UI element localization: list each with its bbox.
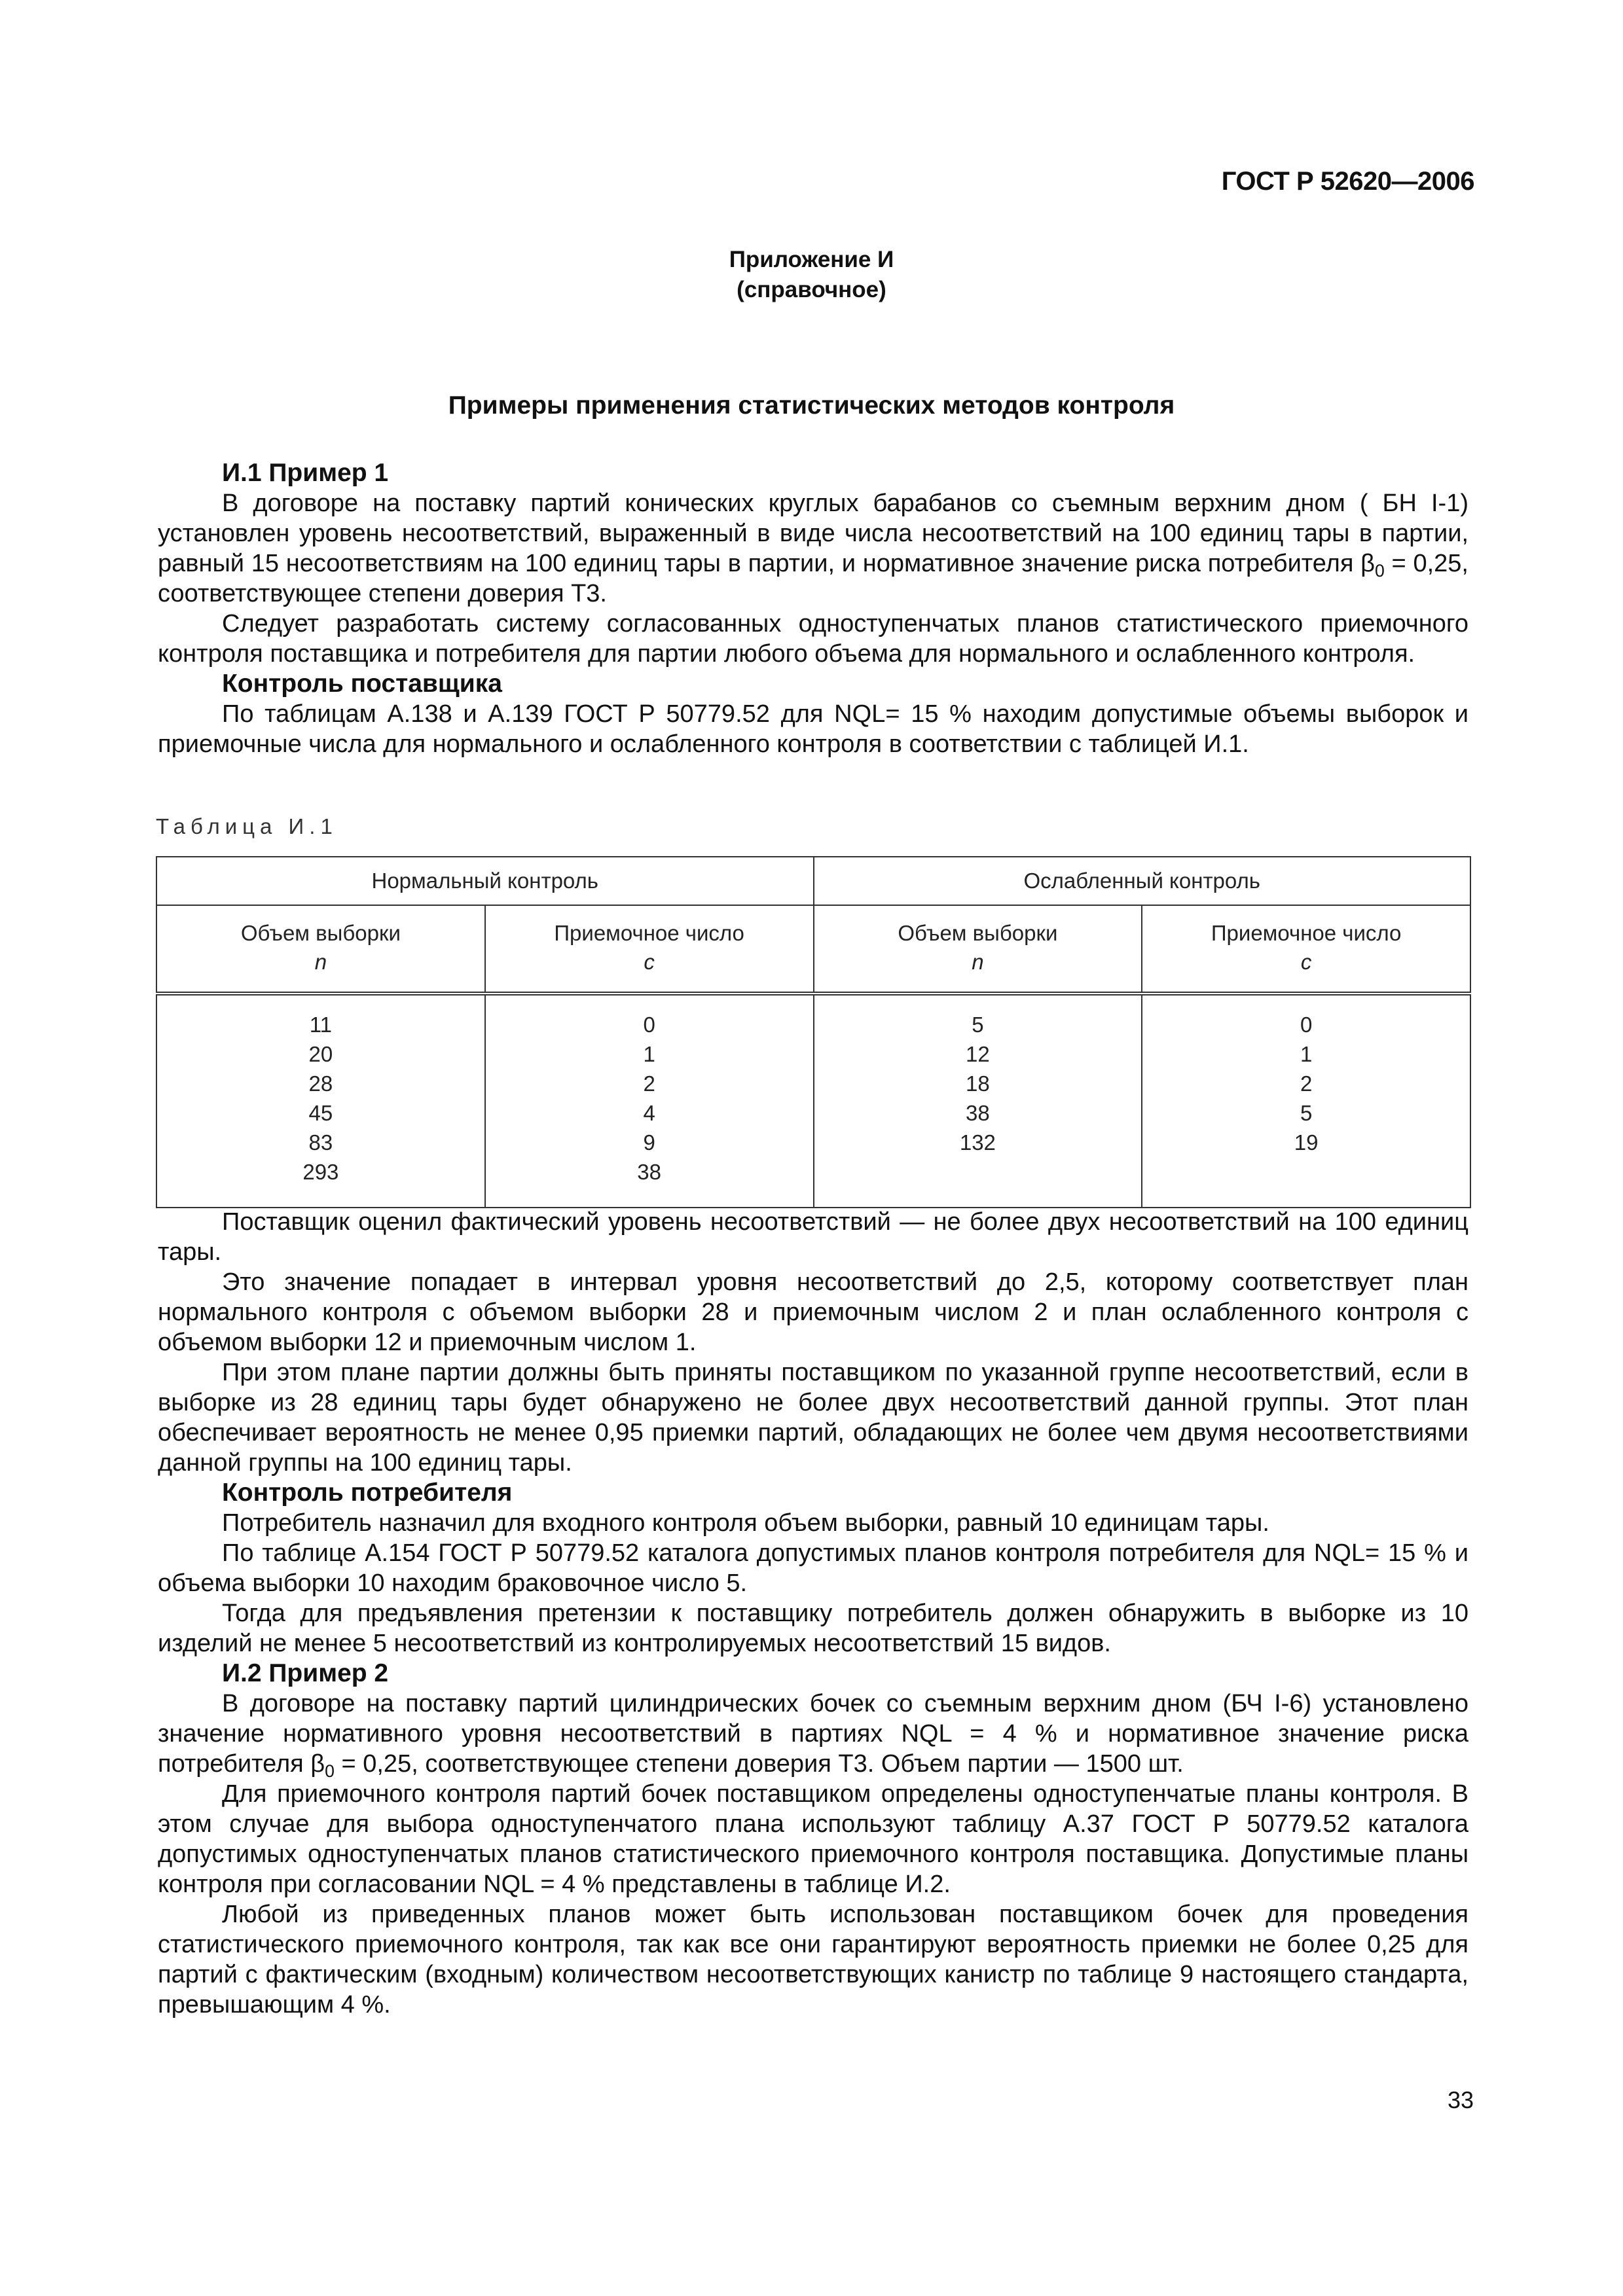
normal-control-header: Нормальный контроль	[156, 857, 814, 905]
column-header: Приемочное число c	[485, 905, 814, 994]
after-table-section	[158, 1207, 1468, 2020]
paragraph: В договоре на поставку партий конических круглых барабанов со съемным верхним дном ( БН I-1) установлен уровень несоответствий, выраженный в виде числа несоответствий на 100 единиц тары в партии, равный 15 несоответствиям на 100 единиц тары в партии, и нормативное значение риска потребителя $\beta_0 = 0,25$, соответствующее степени доверия Т3.	[158, 490, 1468, 607]
appendix-label: Приложение И	[729, 247, 894, 272]
paragraph: При этом плане партии должны быть приняты поставщиком по указанной группе несоответствий, если в выборке из 28 единиц тары будет обнаружено не более двух несоответствий данной группы. Этот план обеспечивает вероятность не менее 0,95 приемки партий, обладающих не более чем двумя несоответствиями данной группы на 100 единиц тары.	[158, 1359, 1468, 1477]
paragraph: Тогда для предъявления претензии к поставщику потребитель должен обнаружить в выборке из 10 изделий не менее 5 несоответствий из контролируемых несоответствий 15 видов.	[158, 1600, 1468, 1657]
paragraph: Следует разработать систему согласованных одноступенчатых планов статистического приемочного контроля поставщика и потребителя для партии любого объема для нормального и ослабленного контроля.	[158, 610, 1468, 668]
normal-sample-values: 11 20 28 45 83 293	[156, 994, 485, 1208]
appendix-heading	[0, 245, 1623, 305]
supplier-control-heading: Контроль поставщика	[222, 670, 502, 698]
paragraph: Поставщик оценил фактический уровень несоответствий — не более двух несоответствий на 100 единиц тары.	[158, 1208, 1468, 1266]
paragraph: По таблице А.154 ГОСТ Р 50779.52 каталога допустимых планов контроля потребителя для NQL= 15 % и объема выборки 10 находим браковочное число 5.	[158, 1539, 1468, 1597]
paragraph: Потребитель назначил для входного контроля объем выборки, равный 10 единицам тары.	[222, 1509, 1269, 1537]
reduced-acceptance-values: 0 1 2 5 19	[1142, 994, 1470, 1208]
column-header: Приемочное число c	[1142, 905, 1470, 994]
sampling-plan-table	[156, 856, 1471, 1208]
example-2-heading: И.2 Пример 2	[222, 1659, 389, 1687]
page-title: Примеры применения статистических методов контроля	[448, 391, 1175, 420]
paragraph: В договоре на поставку партий цилиндрических бочек со съемным верхним дном (БЧ I-6) установлено значение нормативного уровня несоответствий в партиях NQL = 4 % и нормативное значение риска потребителя $\beta_0 = 0,25$, соответствующее степени доверия Т3. Объем партии — 1500 шт.	[158, 1690, 1468, 1781]
paragraph: Для приемочного контроля партий бочек поставщиком определены одноступенчатые планы контроля. В этом случае для выбора одноступенчатого плана используют таблицу А.37 ГОСТ Р 50779.52 каталога допустимых одноступенчатых планов статистического приемочного контроля поставщика. Допустимые планы контроля при согласовании NQL = 4 % представлены в таблице И.2.	[158, 1780, 1468, 1898]
appendix-type: (справочное)	[737, 277, 886, 302]
consumer-control-heading: Контроль потребителя	[222, 1479, 513, 1507]
normal-acceptance-values: 0 1 2 4 9 38	[485, 994, 814, 1208]
example-1-section	[158, 458, 1468, 759]
table-caption: Таблица И.1	[156, 814, 338, 838]
column-header: Объем выборки n	[814, 905, 1142, 994]
reduced-control-header: Ослабленный контроль	[814, 857, 1471, 905]
column-header: Объем выборки n	[156, 905, 485, 994]
standard-code: ГОСТ Р 52620—2006	[1221, 167, 1474, 196]
paragraph: По таблицам А.138 и А.139 ГОСТ Р 50779.52 для NQL= 15 % находим допустимые объемы выборок и приемочные числа для нормального и ослабленного контроля в соответствии с таблицей И.1.	[158, 700, 1468, 758]
paragraph: Это значение попадает в интервал уровня несоответствий до 2,5, которому соответствует план нормального контроля с объемом выборки 28 и приемочным числом 2 и план ослабленного контроля с объемом выборки 12 и приемочным числом 1.	[158, 1268, 1468, 1356]
example-1-heading: И.1 Пример 1	[222, 459, 389, 487]
reduced-sample-values: 5 12 18 38 132	[814, 994, 1142, 1208]
paragraph: Любой из приведенных планов может быть использован поставщиком бочек для проведения статистического приемочного контроля, так как все они гарантируют вероятность приемки не более 0,25 для партий с фактическим (входным) количеством несоответствующих канистр по таблице 9 настоящего стандарта, превышающим 4 %.	[158, 1901, 1468, 2018]
page-number: 33	[1447, 2087, 1474, 2113]
